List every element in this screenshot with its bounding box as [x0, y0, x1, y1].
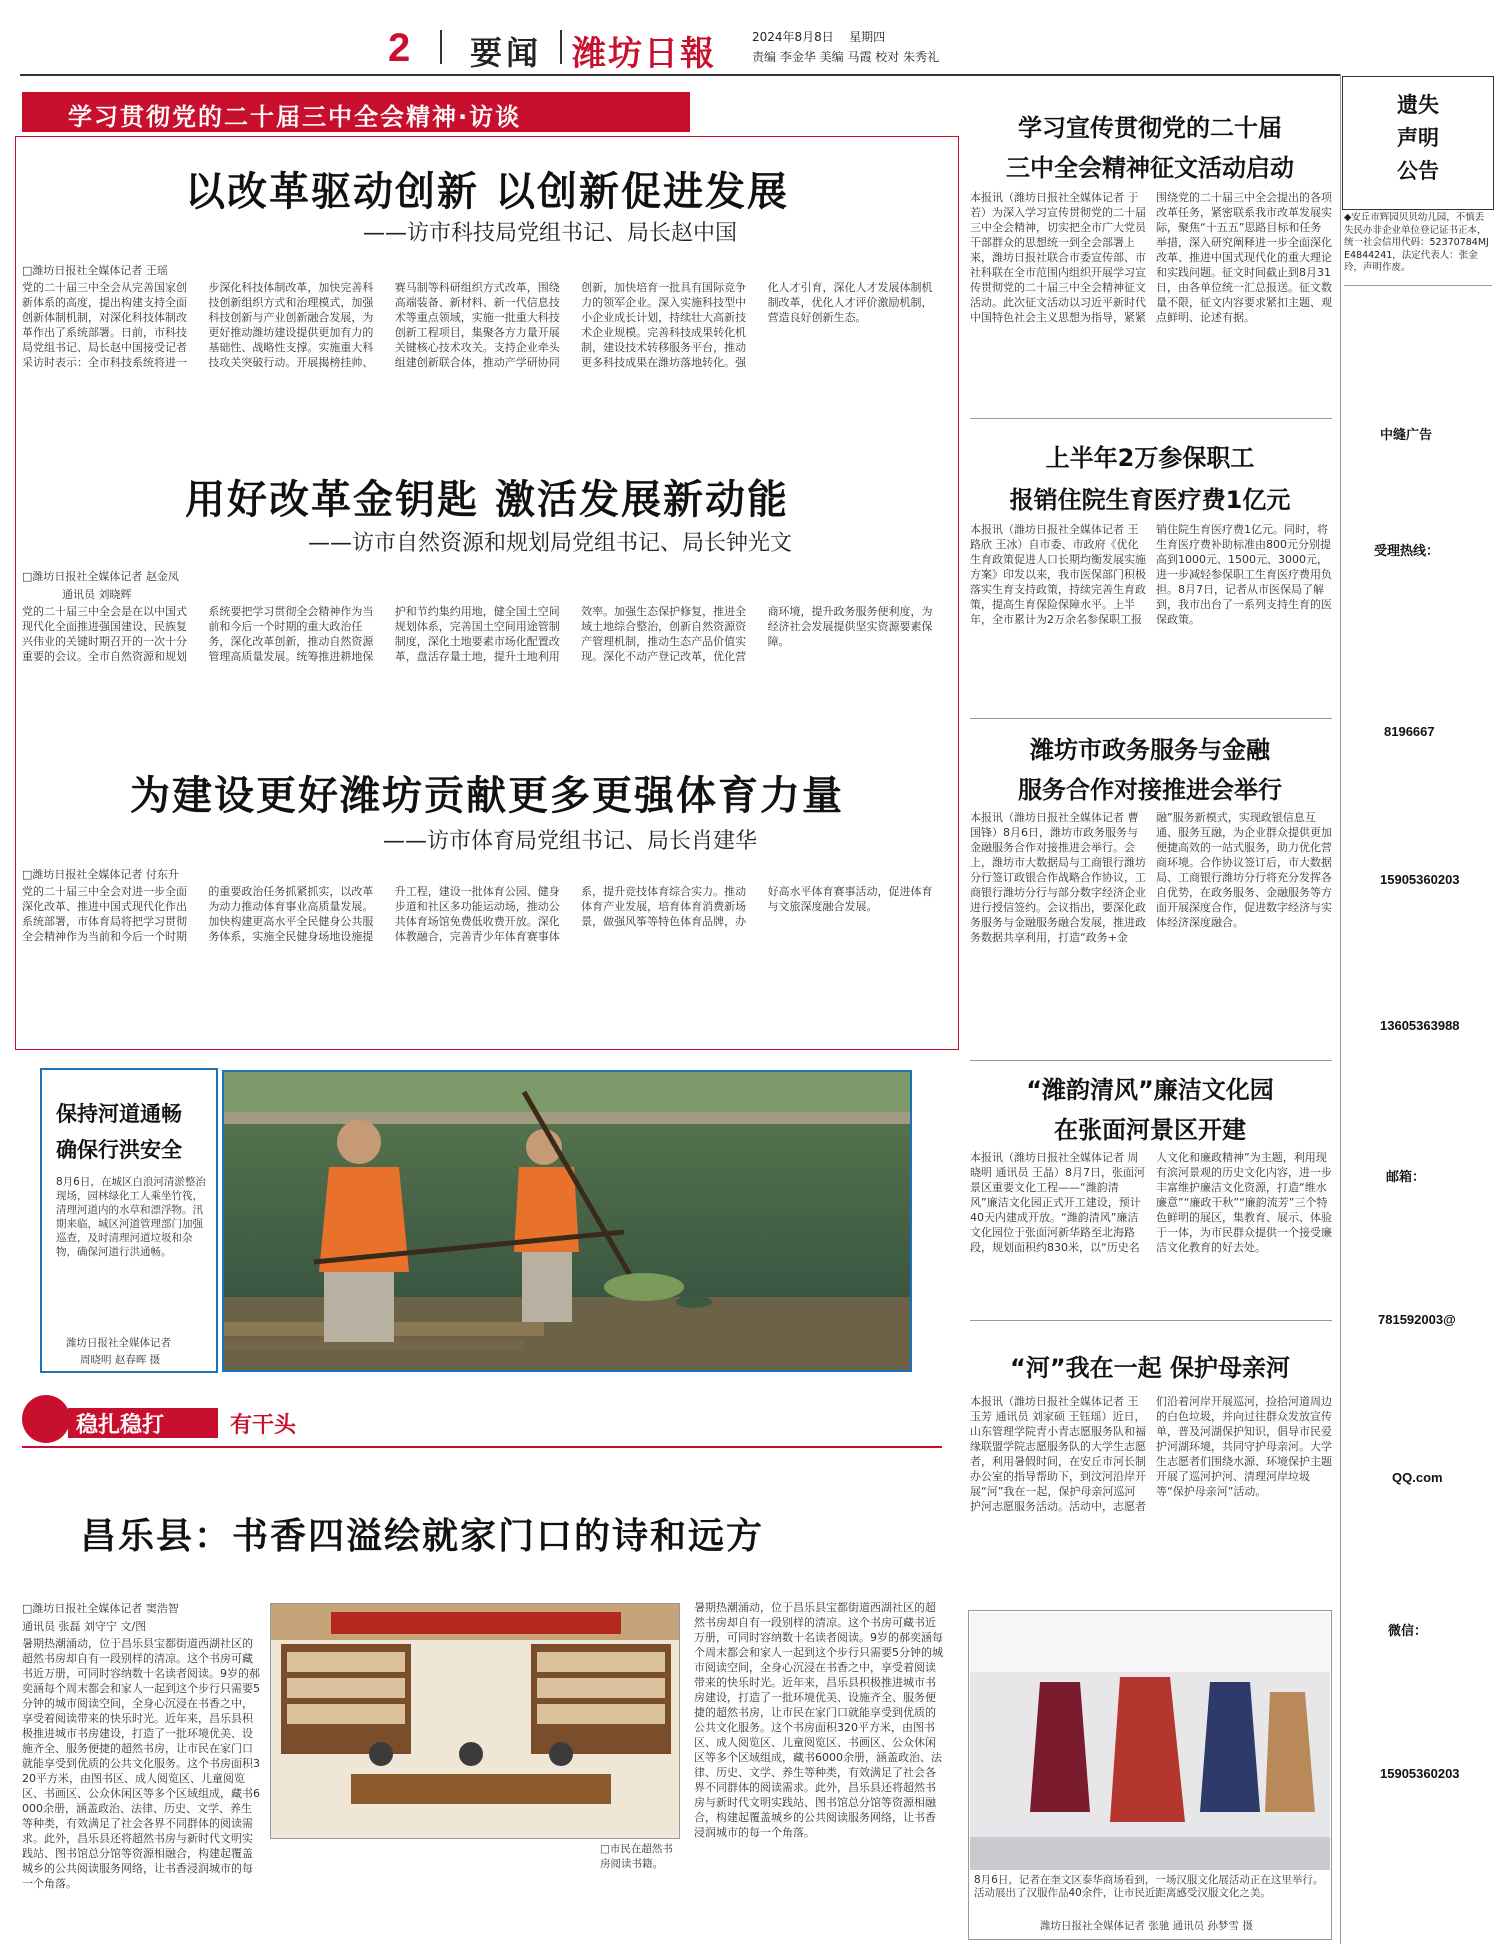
hotline-phone-2: 15905360203 [1380, 872, 1460, 887]
photo-credit-1: 潍坊日报社全媒体记者 [66, 1337, 171, 1349]
r1-body: 本报讯（潍坊日报社全媒体记者 于若）为深入学习宣传贯彻党的二十届三中全会精神，切实把全市广大党员干部群众的思想统一到全会部署上来，潍坊日报社联合市委宣传部、市社科联在全市范围内组织开展学习宣传贯彻党的二十届三中全会精神征文活动。此次征文活动以习近平新时代中国特色社会主义思想为指导，紧紧围绕党的二十届三中全会提出的各项改革任务，紧密联系我市改革发展实际，聚焦“十五五”思路目标和任务举措，深入研究阐释进一步全面深化改革、推进中国式现代化的重大理论和实践问题。征文时间截止到8月31日，由各单位统一汇总报送。征文数量不限，征文内容要求紧扣主题、观点鲜明、论述有据。 [970, 191, 1332, 324]
section-banner: 学习贯彻党的二十届三中全会精神·访谈 [22, 92, 690, 132]
article-4-body-continued: 暑期热潮涌动，位于昌乐县宝都街道西湖社区的超然书房却自有一段别样的清凉。这个书房可藏书近万册，可同时容纳数十名读者阅读。9岁的郝奕涵每个周末都会和家人一起到这个步行只需要5分钟的城市阅读空间，全身心沉浸在书香之中，享受着阅读带来的快乐时光。近年来，昌乐县积极推进城市书房建设，打造了一批环境优美、设施齐全、服务便捷的超然书房，让市民在家门口就能享受到优质的公共文化服务。这个书房面积320平方米，由图书区、成人阅览区、儿童阅览区、书画区、公众休闲区等多个区域组成，藏书6000余册，涵盖政治、法律、历史、文学、养生等种类，有效满足了社会各界不同群体的阅读需求。此外，昌乐县还将超然书房与新时代文明实践站、图书馆总分馆等资源相融合，构建起覆盖城乡的公共阅读服务网络，让书香浸润城市的每一个角落。 [694, 1601, 943, 1839]
lost-notice: ◆安丘市辉园贝贝幼儿园，不慎丢失民办非企业单位登记证书正本，统一社会信用代码：52370784MJE4844241，法定代表人：张金玲，声明作废。 [1344, 212, 1489, 273]
library-photo-caption: □市民在超然书房阅读书籍。 [600, 1843, 673, 1870]
column-label-2: 有干头 [230, 1413, 297, 1438]
section-name: 要闻 [470, 34, 543, 72]
notice-title-1: 遗失 [1397, 93, 1439, 117]
newspaper-logo: 潍坊日報 [572, 34, 716, 74]
library-photo [270, 1603, 680, 1839]
r-rule [970, 418, 1332, 419]
column-rule [22, 1446, 942, 1448]
column-label: 稳扎稳打 [68, 1408, 218, 1438]
notice-title-2: 声明 [1397, 126, 1439, 150]
ad-label: 中缝广告 [1380, 428, 1433, 443]
article-1-title: 以改革驱动创新 以创新促进发展 [185, 168, 789, 215]
article-2-body: 党的二十届三中全会是在以中国式现代化全面推进强国建设、民族复兴伟业的关键时期召开的一次十分重要的会议。全市自然资源和规划系统要把学习贯彻全会精神作为当前和今后一个时期的重大政治任务，深化改革创新，推动自然资源管理高质量发展。统筹推进耕地保护和节约集约用地，健全国土空间规划体系，完善国土空间用途管制制度，深化土地要素市场化配置改革，盘活存量土地，提升土地利用效率。加强生态保护修复，推进全域土地综合整治，创新自然资源资产管理机制，推动生态产品价值实现。深化不动产登记改革，优化营商环境，提升政务服务便利度，为经济社会发展提供坚实资源要素保障。 [22, 605, 933, 663]
r2-body: 本报讯（潍坊日报社全媒体记者 王路欣 王冰）自市委、市政府《优化生育政策促进人口长期均衡发展实施方案》印发以来，我市医保部门积极落实生育支持政策，持续完善生育政策，提高生育保险保障水平。上半年，全市累计为2万余名参保职工报销住院生育医疗费1亿元。同时，将生育医疗费补助标准由800元分别提高到1000元、1500元、3000元，进一步减轻参保职工生育医疗费用负担。8月7日，记者从市医保局了解到，我市出台了一系列支持生育的医保政策。 [970, 523, 1332, 626]
library-photo-illustration [271, 1604, 680, 1839]
photo-title-line-1: 保持河道通畅 [56, 1102, 182, 1126]
photo-caption: 8月6日，在城区白浪河清淤整治现场，园林绿化工人乘坐竹筏，清理河道内的水草和漂浮物。汛期来临，城区河道管理部门加强巡查，及时清理河道垃圾和杂物，确保河道行洪通畅。 [56, 1176, 206, 1258]
r1-title-1: 学习宣传贯彻党的二十届 [1018, 114, 1282, 142]
fist-icon [22, 1395, 70, 1443]
masthead-rule [20, 74, 1340, 76]
page-number: 2 [388, 26, 411, 70]
article-2-byline-2: 通讯员 刘晓辉 [62, 588, 132, 601]
r4-title-1: “潍韵清风”廉洁文化园 [1026, 1076, 1274, 1104]
article-1-body: 党的二十届三中全会从完善国家创新体系的高度，提出构建支持全面创新体制机制，对深化科技体制改革作出了系统部署。日前，市科技局党组书记、局长赵中国接受记者采访时表示：全市科技系统将进一步深化科技体制改革，加快完善科技创新组织方式和治理模式，加强科技创新与产业创新融合发展，为更好推动潍坊建设提供更加有力的基础性、战略性支撑。实施重大科技攻关突破行动。开展揭榜挂帅、赛马制等科研组织方式改革，围绕高端装备、新材料、新一代信息技术等重点领域，实施一批重大科技创新工程项目，集聚各方力量开展关键核心技术攻关。支持企业牵头组建创新联合体，推动产学研协同创新，加快培育一批具有国际竞争力的领军企业。深入实施科技型中小企业成长计划，持续壮大高新技术企业规模。完善科技成果转化机制，建设技术转移服务平台，推动更多科技成果在潍坊落地转化。强化人才引育，深化人才发展体制机制改革，优化人才评价激励机制，营造良好创新生态。 [22, 281, 933, 369]
article-2-subtitle: ——访市自然资源和规划局党组书记、局长钟光文 [307, 531, 792, 556]
sidebar-ads [1340, 74, 1492, 1944]
wechat-id: 15905360203 [1380, 1766, 1460, 1781]
article-2-title: 用好改革金钥匙 激活发展新动能 [185, 476, 789, 523]
masthead-divider [440, 30, 442, 64]
expo-credit: 潍坊日报社全媒体记者 张驰 通讯员 孙梦雪 摄 [1040, 1920, 1253, 1932]
r-rule [970, 1060, 1332, 1061]
wechat-label: 微信： [1388, 1624, 1428, 1639]
hanfu-photo-illustration [970, 1612, 1330, 1870]
hanfu-expo-photo [970, 1612, 1330, 1870]
mail-domain: QQ.com [1392, 1470, 1443, 1485]
article-4-byline-2: 通讯员 张磊 刘守宁 文/图 [22, 1620, 147, 1633]
article-4-body: 暑期热潮涌动，位于昌乐县宝都街道西湖社区的超然书房却自有一段别样的清凉。这个书房可藏书近万册，可同时容纳数十名读者阅读。9岁的郝奕涵每个周末都会和家人一起到这个步行只需要5分钟的城市阅读空间，全身心沉浸在书香之中，享受着阅读带来的快乐时光。近年来，昌乐县积极推进城市书房建设，打造了一批环境优美、设施齐全、服务便捷的超然书房，让市民在家门口就能享受到优质的公共文化服务。这个书房面积320平方米，由图书区、成人阅览区、儿童阅览区、书画区、公众休闲区等多个区域组成，藏书6000余册，涵盖政治、法律、历史、文学、养生等种类，有效满足了社会各界不同群体的阅读需求。此外，昌乐县还将超然书房与新时代文明实践站、图书馆总分馆等资源相融合，构建起覆盖城乡的公共阅读服务网络，让书香浸润城市的每一个角落。 [22, 1637, 260, 1890]
expo-caption: 8月6日，记者在奎文区泰华商场看到，一场汉服文化展活动正在这里举行。活动展出了汉服作品40余件，让市民近距离感受汉服文化之美。 [974, 1874, 1324, 1899]
r3-title-1: 潍坊市政务服务与金融 [1030, 736, 1270, 764]
r3-body: 本报讯（潍坊日报社全媒体记者 曹国锋）8月6日，潍坊市政务服务与金融服务合作对接推进会举行。会上，潍坊市大数据局与工商银行潍坊分行签订政银合作战略合作协议，工商银行潍坊分行与部分数字经济企业进行授信签约。会议指出，要深化政务服务与金融服务融合发展，推进政务数据共享利用，打造“政务+金融”服务新模式，实现政银信息互通、服务互融，为企业群众提供更加便捷高效的一站式服务，助力优化营商环境。合作协议签订后，市大数据局、工商银行潍坊分行将充分发挥各自优势，在政务服务、金融服务等方面开展深度合作，促进数字经济与实体经济深度融合。 [970, 811, 1332, 944]
r4-title-2: 在张面河景区开建 [1054, 1116, 1246, 1144]
r-rule [970, 718, 1332, 719]
article-4-byline: □潍坊日报社全媒体记者 窦浩智 [22, 1602, 179, 1615]
editor-credits: 责编 李金华 美编 马霞 校对 朱秀礼 [752, 50, 940, 64]
masthead-divider [560, 30, 562, 64]
article-1-byline: □潍坊日报社全媒体记者 王瑶 [22, 264, 168, 277]
article-2-byline: □潍坊日报社全媒体记者 赵金凤 [22, 570, 179, 583]
r4-body: 本报讯（潍坊日报社全媒体记者 周晓明 通讯员 王晶）8月7日，张面河景区重要文化工程——“潍韵清风”廉洁文化园正式开工建设，预计40天内建成开放。“潍韵清风”廉洁文化园位于张面河新华路至北海路段，规划面积约830米，以“历史名人文化和廉政精神”为主题，利用现有滨河景观的历史文化内容，进一步丰富维护廉洁文化资源，打造“维水廉意”“廉政干秋”“廉韵流芳”三个特色鲜明的展区，集教育、展示、体验于一体，为市民群众提供一个接受廉洁文化教育的好去处。 [970, 1151, 1332, 1254]
article-1-subtitle: ——访市科技局党组书记、局长赵中国 [362, 221, 737, 246]
river-cleanup-photo [222, 1070, 912, 1372]
r5-title: “河”我在一起 保护母亲河 [1010, 1354, 1290, 1382]
r5-body: 本报讯（潍坊日报社全媒体记者 王玉芳 通讯员 刘家硕 王钰瑶）近日，山东管理学院青小青志愿服务队和福缘联盟学院志愿服务队的大学生志愿者，利用暑假时间，在安丘市河长制办公室的指导帮助下，到汶河沿岸开展“河”我在一起，保护母亲河巡河护河志愿服务活动。活动中，志愿者们沿着河岸开展巡河，捡拾河道周边的白色垃圾，并向过往群众发放宣传单，普及河湖保护知识，倡导市民爱护河湖环境，共同守护母亲河。大学生志愿者们围绕水源、环境保护主题开展了巡河护河、清理河岸垃圾等“保护母亲河”活动。 [970, 1395, 1332, 1513]
hotline-label: 受理热线： [1374, 544, 1440, 559]
r2-title-2: 报销住院生育医疗费1亿元 [1009, 486, 1291, 514]
r2-title-1: 上半年2万参保职工 [1045, 444, 1255, 472]
hotline-phone-1: 8196667 [1384, 724, 1435, 739]
photo-credit-2: 周晓明 赵春晖 摄 [80, 1354, 161, 1366]
article-4-title: 昌乐县：书香四溢绘就家门口的诗和远方 [80, 1515, 765, 1557]
river-photo-illustration [224, 1072, 912, 1372]
article-3-title: 为建设更好潍坊贡献更多更强体育力量 [130, 772, 844, 819]
mail-label: 邮箱： [1386, 1170, 1426, 1185]
mail-address: 781592003@ [1378, 1312, 1456, 1327]
r-rule [970, 1320, 1332, 1321]
issue-date: 2024年8月8日 星期四 [752, 30, 886, 44]
article-3-byline: □潍坊日报社全媒体记者 付东升 [22, 868, 179, 881]
hotline-phone-3: 13605363988 [1380, 1018, 1460, 1033]
notice-box-header [1342, 76, 1494, 210]
r1-title-2: 三中全会精神征文活动启动 [1006, 154, 1294, 182]
article-3-subtitle: ——访市体育局党组书记、局长肖建华 [382, 829, 757, 854]
article-3-body: 党的二十届三中全会对进一步全面深化改革、推进中国式现代化作出系统部署，市体育局将把学习贯彻全会精神作为当前和今后一个时期的重要政治任务抓紧抓实，以改革为动力推动体育事业高质量发展。加快构建更高水平全民健身公共服务体系，实施全民健身场地设施提升工程，建设一批体育公园、健身步道和社区多功能运动场，推动公共体育场馆免费低收费开放。深化体教融合，完善青少年体育赛事体系，提升竞技体育综合实力。推动体育产业发展，培育体育消费新场景，做强风筝等特色体育品牌，办好高水平体育赛事活动，促进体育与文旅深度融合发展。 [22, 885, 933, 943]
notice-title-3: 公告 [1397, 159, 1439, 183]
sidebar-rule [1344, 285, 1492, 286]
photo-title-line-2: 确保行洪安全 [56, 1138, 182, 1162]
r3-title-2: 服务合作对接推进会举行 [1018, 776, 1282, 804]
